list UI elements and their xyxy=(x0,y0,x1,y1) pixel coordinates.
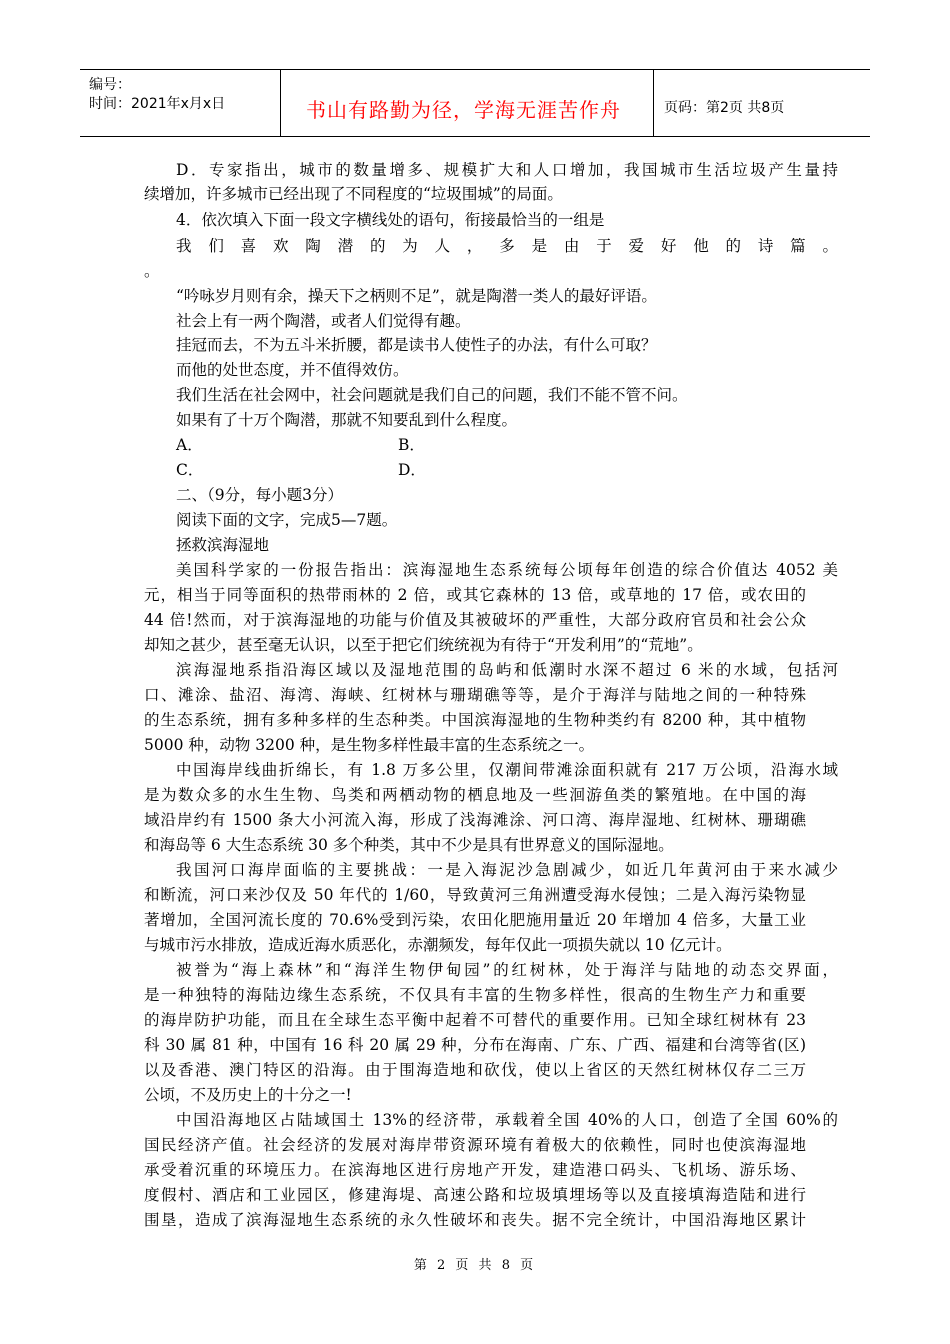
para-3-line-3: 域沿岸约有 1500 条大小河流入海，形成了浅海滩涂、河口湾、海岸湿地、红树林、珊瑚礁 xyxy=(144,811,806,829)
choice-a: A． xyxy=(176,436,203,454)
para-2-line-4: 5000 种，动物 3200 种，是生物多样性最丰富的生态系统之一。 xyxy=(144,736,595,754)
sentence-6: 如果有了十万个陶潜，那就不知要乱到什么程度。 xyxy=(176,411,518,429)
sentence-1: “吟咏岁月则有余，操天下之柄则不足”，就是陶潜一类人的最好评语。 xyxy=(176,287,657,305)
para-4-line-3: 著增加，全国河流长度的 70.6%受到污染，农田化肥施用量近 20 年增加 4 倍多，大量工业 xyxy=(144,911,806,929)
para-5-line-3: 的海岸防护功能，而且在全球生态平衡中起着不可替代的重要作用。已知全球红树林有 23 xyxy=(144,1011,806,1029)
para-6-line-4: 度假村、酒店和工业园区，修建海堤、高速公路和垃圾填埋场等以及直接填海造陆和进行 xyxy=(144,1186,806,1204)
para-3-line-2: 是为数众多的水生生物、鸟类和两栖动物的栖息地及一些洄游鱼类的繁殖地。在中国的海 xyxy=(144,786,806,804)
choice-d: D． xyxy=(398,461,426,479)
date-label: 时间：2021年x月x日 xyxy=(89,96,226,112)
page-number-label: 页码：第2页 共8页 xyxy=(664,100,785,116)
para-3-line-4: 和海岛等 6 大生态系统 30 多个种类，其中不少是具有世界意义的国际湿地。 xyxy=(144,836,674,854)
choice-c: C． xyxy=(176,461,204,479)
para-6-line-1: 中国沿海地区占陆域国土 13%的经济带，承载着全国 40%的人口，创造了全国 60%的 xyxy=(176,1111,838,1129)
question-4-passage: 我们喜欢陶潜的为人，多是由于爱好他的诗篇。 xyxy=(176,237,838,255)
para-1-line-3: 44 倍!然而，对于滨海湿地的功能与价值及其被破坏的严重性，大部分政府官员和社会公众 xyxy=(144,611,806,629)
sentence-5: 我们生活在社会网中，社会问题就是我们自己的问题，我们不能不管不问。 xyxy=(176,386,688,404)
motto-text: 书山有路勤为径，学海无涯苦作舟 xyxy=(306,98,621,122)
para-5-line-6: 公顷，不及历史上的十分之一! xyxy=(144,1086,352,1104)
para-6-line-2: 国民经济产值。社会经济的发展对海岸带资源环境有着极大的依赖性，同时也使滨海湿地 xyxy=(144,1136,806,1154)
para-5-line-2: 是一种独特的海陆边缘生态系统，不仅具有丰富的生物多样性，很高的生物生产力和重要 xyxy=(144,986,806,1004)
option-d-line-1: D．专家指出，城市的数量增多、规模扩大和人口增加，我国城市生活垃圾产生量持 xyxy=(176,161,838,179)
sentence-3: 挂冠而去，不为五斗米折腰，都是读书人使性子的办法，有什么可取？ xyxy=(176,336,657,354)
question-4-blank-end: 。 xyxy=(144,262,160,280)
para-3-line-1: 中国海岸线曲折绵长，有 1.8 万多公里，仅潮间带滩涂面积就有 217 万公顷，沿海水域 xyxy=(176,761,838,779)
para-2-line-3: 的生态系统，拥有多种多样的生态种类。中国滨海湿地的生物种类约有 8200 种，其中植物 xyxy=(144,711,806,729)
para-1-line-4: 却知之甚少，甚至毫无认识，以至于把它们统统视为有待于“开发利用”的“荒地”。 xyxy=(144,636,703,654)
serial-number-label: 编号： xyxy=(89,77,131,93)
option-d-line-2: 续增加，许多城市已经出现了不同程度的“垃圾围城”的局面。 xyxy=(144,185,563,203)
para-6-line-5: 围垦，造成了滨海湿地生态系统的永久性破坏和丧失。据不完全统计，中国沿海地区累计 xyxy=(144,1211,806,1229)
header-page-cell xyxy=(654,70,870,136)
page-footer: 第 2 页 共 8 页 xyxy=(413,1258,537,1273)
article-title: 拯救滨海湿地 xyxy=(176,536,270,554)
header-info-cell xyxy=(80,70,281,136)
para-4-line-2: 和断流，河口来沙仅及 50 年代的 1/60，导致黄河三角洲遭受海水侵蚀；二是入海污染物显 xyxy=(144,886,806,904)
page-header xyxy=(80,69,870,137)
para-4-line-4: 与城市污水排放，造成近海水质恶化，赤潮频发，每年仅此一项损失就以 10 亿元计。 xyxy=(144,936,732,954)
section-2-heading: 二、（9分，每小题3分） xyxy=(176,486,343,504)
sentence-2: 社会上有一两个陶潜，或者人们觉得有趣。 xyxy=(176,312,471,330)
para-5-line-5: 以及香港、澳门特区的沿海。由于围海造地和砍伐，使以上省区的天然红树林仅存二三万 xyxy=(144,1061,806,1079)
para-4-line-1: 我国河口海岸面临的主要挑战：一是入海泥沙急剧减少，如近几年黄河由于来水减少 xyxy=(176,861,838,879)
reading-instruction: 阅读下面的文字，完成5—7题。 xyxy=(176,511,398,529)
question-4-stem: 4．依次填入下面一段文字横线处的语句，衔接最恰当的一组是 xyxy=(176,211,605,229)
sentence-4: 而他的处世态度，并不值得效仿。 xyxy=(176,361,409,379)
para-2-line-2: 口、滩涂、盐沼、海湾、海峡、红树林与珊瑚礁等等，是介于海洋与陆地之间的一种特殊 xyxy=(144,686,806,704)
choice-b: B． xyxy=(398,436,425,454)
para-5-line-4: 科 30 属 81 种，中国有 16 科 20 属 29 种，分布在海南、广东、广西、福建和台湾等省(区) xyxy=(144,1036,806,1054)
para-5-line-1: 被誉为“海上森林”和“海洋生物伊甸园”的红树林，处于海洋与陆地的动态交界面， xyxy=(176,961,838,979)
para-2-line-1: 滨海湿地系指沿海区域以及湿地范围的岛屿和低潮时水深不超过 6 米的水域，包括河 xyxy=(176,661,838,679)
header-motto-cell xyxy=(281,70,654,136)
para-1-line-1: 美国科学家的一份报告指出：滨海湿地生态系统每公顷每年创造的综合价值达 4052 美 xyxy=(176,561,838,579)
para-1-line-2: 元，相当于同等面积的热带雨林的 2 倍，或其它森林的 13 倍，或草地的 17 倍，或农田的 xyxy=(144,586,806,604)
para-6-line-3: 承受着沉重的环境压力。在滨海地区进行房地产开发，建造港口码头、飞机场、游乐场、 xyxy=(144,1161,806,1179)
